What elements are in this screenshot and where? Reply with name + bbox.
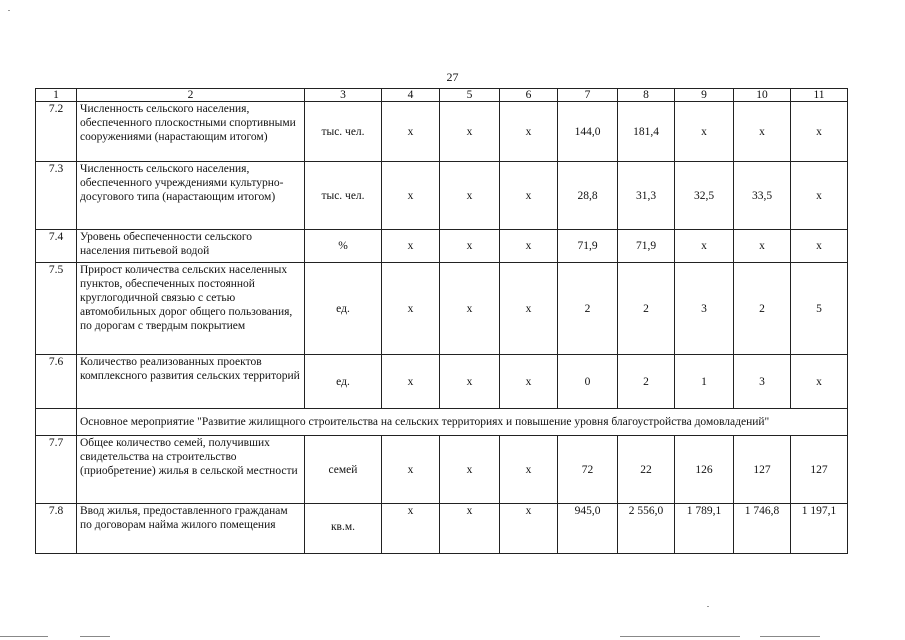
value-cell: 181,4 xyxy=(618,102,675,162)
value-cell: x xyxy=(734,230,791,263)
table-row xyxy=(36,504,848,554)
column-header: 4 xyxy=(382,89,440,102)
indicator-name: Прирост количества сельских населенных пунктов, обеспеченных постоянной круглогодичной связью с сетью автомобильных дорог общего пользования, по дорогам с твердым покрытием xyxy=(77,263,305,355)
value-cell: 127 xyxy=(734,436,791,504)
value-cell: 71,9 xyxy=(558,230,618,263)
row-number: 7.8 xyxy=(36,504,77,554)
table-row xyxy=(36,436,848,504)
column-header: 3 xyxy=(305,89,382,102)
value-cell: 127 xyxy=(791,436,848,504)
value-cell: x xyxy=(382,263,440,355)
value-cell: x xyxy=(500,263,558,355)
row-number: 7.2 xyxy=(36,102,77,162)
column-header: 7 xyxy=(558,89,618,102)
value-cell: x xyxy=(440,355,500,409)
column-header: 2 xyxy=(77,89,305,102)
value-cell: x xyxy=(791,162,848,230)
table-row xyxy=(36,230,848,263)
column-header: 5 xyxy=(440,89,500,102)
value-cell: 28,8 xyxy=(558,162,618,230)
row-number: 7.3 xyxy=(36,162,77,230)
column-header: 8 xyxy=(618,89,675,102)
value-cell: 2 xyxy=(734,263,791,355)
value-cell: x xyxy=(500,162,558,230)
value-cell: x xyxy=(500,102,558,162)
table-row xyxy=(36,162,848,230)
indicator-name: Численность сельского населения, обеспеченного плоскостными спортивными сооружениями (нарастающим итогом) xyxy=(77,102,305,162)
value-cell: x xyxy=(500,355,558,409)
row-number: 7.5 xyxy=(36,263,77,355)
value-cell: 1 197,1 xyxy=(791,504,848,554)
value-cell: 2 xyxy=(618,263,675,355)
value-cell: 22 xyxy=(618,436,675,504)
scan-artifact-line xyxy=(620,636,740,637)
unit-cell: ед. xyxy=(305,355,382,409)
value-cell: 33,5 xyxy=(734,162,791,230)
value-cell: x xyxy=(440,504,500,554)
value-cell: x xyxy=(382,504,440,554)
value-cell: x xyxy=(382,230,440,263)
section-number-cell xyxy=(36,409,77,436)
indicator-name: Ввод жилья, предоставленного гражданам по договорам найма жилого помещения xyxy=(77,504,305,554)
scan-artifact-line xyxy=(0,636,48,637)
indicators-table xyxy=(35,88,848,554)
row-number: 7.7 xyxy=(36,436,77,504)
value-cell: 126 xyxy=(675,436,734,504)
value-cell: 72 xyxy=(558,436,618,504)
value-cell: 31,3 xyxy=(618,162,675,230)
value-cell: x xyxy=(382,162,440,230)
scan-artifact-line xyxy=(760,636,820,637)
value-cell: 945,0 xyxy=(558,504,618,554)
table-row xyxy=(36,102,848,162)
value-cell: x xyxy=(675,230,734,263)
column-header: 6 xyxy=(500,89,558,102)
value-cell: x xyxy=(440,263,500,355)
value-cell: x xyxy=(440,102,500,162)
value-cell: x xyxy=(440,162,500,230)
value-cell: 1 746,8 xyxy=(734,504,791,554)
value-cell: x xyxy=(440,230,500,263)
value-cell: 0 xyxy=(558,355,618,409)
indicator-name: Количество реализованных проектов комплексного развития сельских территорий xyxy=(77,355,305,409)
row-number: 7.4 xyxy=(36,230,77,263)
value-cell: 1 xyxy=(675,355,734,409)
value-cell: 71,9 xyxy=(618,230,675,263)
scan-artifact-dot xyxy=(8,10,10,11)
value-cell: 3 xyxy=(675,263,734,355)
value-cell: x xyxy=(382,102,440,162)
value-cell: 2 556,0 xyxy=(618,504,675,554)
value-cell: x xyxy=(734,102,791,162)
value-cell: x xyxy=(791,355,848,409)
section-row xyxy=(36,409,848,436)
value-cell: x xyxy=(791,102,848,162)
value-cell: x xyxy=(500,230,558,263)
value-cell: x xyxy=(382,436,440,504)
scan-artifact-dot xyxy=(707,606,709,607)
unit-cell: % xyxy=(305,230,382,263)
unit-cell: тыс. чел. xyxy=(305,162,382,230)
value-cell: 2 xyxy=(558,263,618,355)
indicator-name: Численность сельского населения, обеспеченного учреждениями культурно-досугового типа (нарастающим итогом) xyxy=(77,162,305,230)
indicator-name: Общее количество семей, получивших свидетельства на строительство (приобретение) жилья в сельской местности xyxy=(77,436,305,504)
column-header: 1 xyxy=(36,89,77,102)
value-cell: x xyxy=(675,102,734,162)
value-cell: 5 xyxy=(791,263,848,355)
column-numbers-row xyxy=(36,89,848,102)
value-cell: x xyxy=(382,355,440,409)
unit-cell: семей xyxy=(305,436,382,504)
table-row xyxy=(36,355,848,409)
value-cell: 3 xyxy=(734,355,791,409)
unit-cell: кв.м. xyxy=(305,504,382,554)
row-number: 7.6 xyxy=(36,355,77,409)
column-header: 10 xyxy=(734,89,791,102)
value-cell: 32,5 xyxy=(675,162,734,230)
value-cell: 2 xyxy=(618,355,675,409)
value-cell: 144,0 xyxy=(558,102,618,162)
scan-artifact-line xyxy=(80,636,110,637)
indicator-name: Уровень обеспеченности сельского населения питьевой водой xyxy=(77,230,305,263)
value-cell: x xyxy=(440,436,500,504)
column-header: 9 xyxy=(675,89,734,102)
value-cell: x xyxy=(791,230,848,263)
unit-cell: ед. xyxy=(305,263,382,355)
value-cell: x xyxy=(500,504,558,554)
table-row xyxy=(36,263,848,355)
unit-cell: тыс. чел. xyxy=(305,102,382,162)
value-cell: 1 789,1 xyxy=(675,504,734,554)
column-header: 11 xyxy=(791,89,848,102)
page-number: 27 xyxy=(446,70,459,84)
value-cell: x xyxy=(500,436,558,504)
section-title: Основное мероприятие "Развитие жилищного строительства на сельских территориях и повышение уровня благоустройства домовладений" xyxy=(77,409,848,436)
